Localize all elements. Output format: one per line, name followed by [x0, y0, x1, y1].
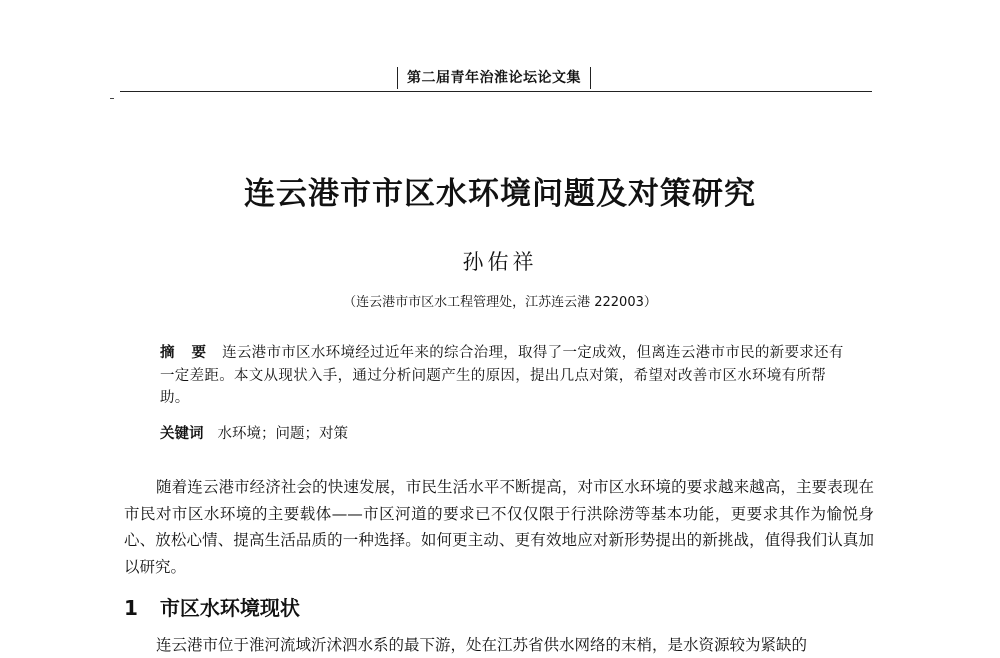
section-heading — [124, 592, 300, 621]
body-paragraph: 随着连云港市经济社会的快速发展，市民生活水平不断提高，对市区水环境的要求越来越高，主要表现在市民对市区水环境的主要载体——市区河道的要求已不仅仅限于行洪除涝等基本功能，更要求其作为愉悦身心、放松心情、提高生活品质的一种选择。如何更主动、更有效地应对新形势提出的新挑战，值得我们认真加以研究。 — [124, 478, 874, 576]
paper-title: 连云港市市区水环境问题及对策研究 — [244, 176, 756, 212]
section-number: 1 — [124, 596, 138, 620]
author-affiliation: （连云港市市区水工程管理处，江苏连云港 222003） — [343, 295, 657, 310]
keywords-label: 关键词 — [160, 426, 204, 442]
margin-mark — [110, 98, 114, 99]
keywords — [160, 423, 850, 445]
abstract-label: 摘 要 — [160, 345, 213, 361]
keywords-text: 水环境；问题；对策 — [217, 426, 348, 442]
paper-author: 孙佑祥 — [462, 250, 538, 274]
section-title: 市区水环境现状 — [159, 596, 300, 620]
abstract — [160, 342, 850, 410]
abstract-text: 连云港市市区水环境经过近年来的综合治理，取得了一定成效，但离连云港市市民的新要求还有一定差距。本文从现状入手，通过分析问题产生的原因，提出几点对策，希望对改善市区水环境有所帮助。 — [160, 345, 844, 406]
header-rule — [120, 91, 872, 92]
journal-header: 第二届青年治淮论坛论文集 — [397, 67, 591, 89]
body-paragraph-cut: 连云港市位于淮河流域沂沭泗水系的最下游，处在江苏省供水网络的末梢，是水资源较为紧缺的 — [156, 636, 808, 654]
